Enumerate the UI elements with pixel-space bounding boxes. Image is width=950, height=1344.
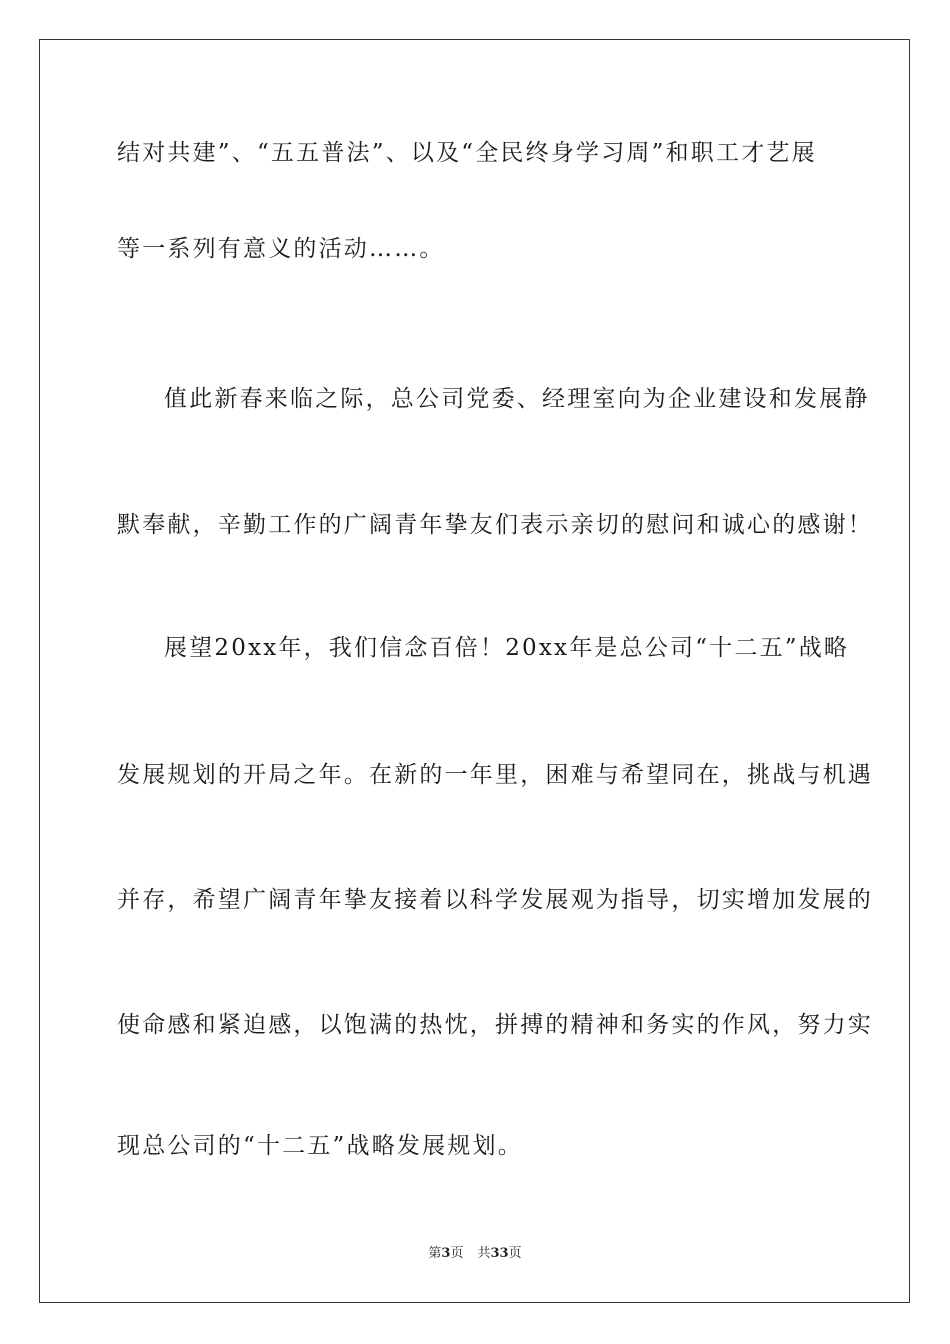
text-line-5: 展望20xx年，我们信念百倍！20xx年是总公司“十二五”战略	[164, 635, 850, 661]
text-line-2: 等一系列有意义的活动……。	[117, 236, 445, 262]
page-frame	[39, 39, 910, 1303]
page-suffix: 页	[450, 1246, 464, 1261]
text-line-1: 结对共建”、“五五普法”、以及“全民终身学习周”和职工才艺展	[117, 140, 817, 166]
total-suffix: 页	[508, 1246, 522, 1261]
text-line-8: 使命感和紧迫感，以饱满的热忱，拼搏的精神和务实的作风，努力实	[117, 1012, 873, 1038]
total-page-number: 33	[490, 1246, 509, 1261]
text-line-4: 默奉献，辛勤工作的广阔青年挚友们表示亲切的慰问和诚心的感谢！	[117, 512, 873, 538]
current-page-number: 3	[441, 1246, 451, 1261]
page-footer	[0, 1246, 950, 1262]
text-line-6: 发展规划的开局之年。在新的一年里，困难与希望同在，挑战与机遇	[117, 762, 873, 788]
total-prefix: 共	[477, 1246, 491, 1261]
text-line-7: 并存，希望广阔青年挚友接着以科学发展观为指导，切实增加发展的	[117, 887, 873, 913]
text-line-9: 现总公司的“十二五”战略发展规划。	[117, 1133, 523, 1159]
page-prefix: 第	[428, 1246, 442, 1261]
text-line-3: 值此新春来临之际，总公司党委、经理室向为企业建设和发展静	[164, 386, 870, 412]
